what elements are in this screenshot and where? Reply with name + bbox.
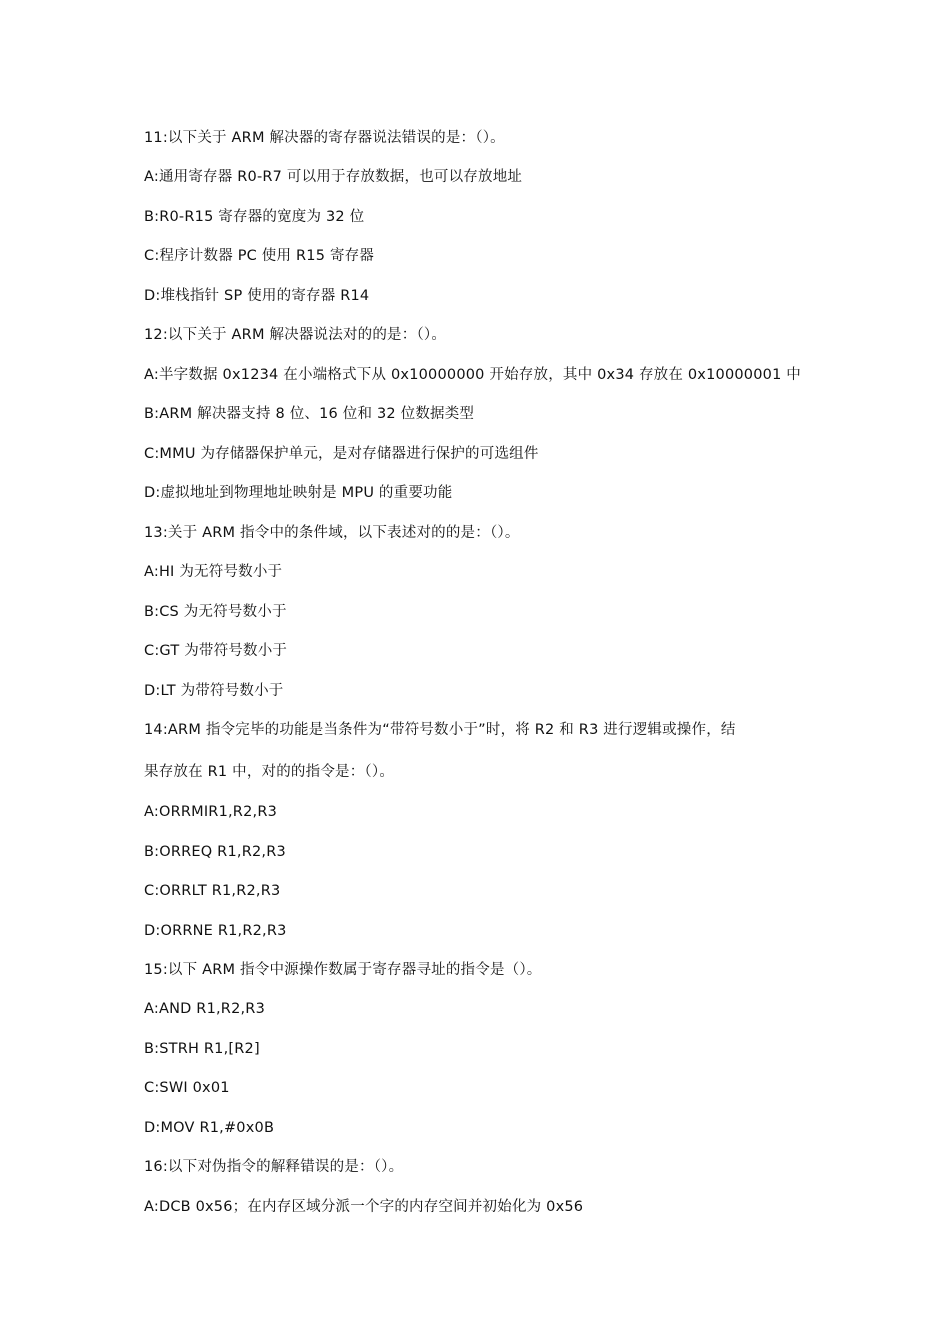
question-11: 11:以下关于 ARM 解决器的寄存器说法错误的是：（）。: [144, 130, 505, 146]
option-11-a: A:通用寄存器 R0-R7 可以用于存放数据，也可以存放地址: [144, 169, 523, 185]
option-14-c: C:ORRLT R1,R2,R3: [144, 883, 281, 899]
option-12-a: A:半字数据 0x1234 在小端格式下从 0x10000000 开始存放，其中 0x34 存放在 0x10000001 中: [144, 367, 802, 383]
option-12-c: C:MMU 为存储器保护单元，是对存储器进行保护的可选组件: [144, 446, 539, 462]
question-12: 12:以下关于 ARM 解决器说法对的的是：（）。: [144, 327, 447, 343]
option-16-a: A:DCB 0x56；在内存区域分派一个字的内存空间并初始化为 0x56: [144, 1199, 584, 1215]
option-15-c: C:SWI 0x01: [144, 1080, 230, 1096]
question-13: 13:关于 ARM 指令中的条件域，以下表述对的的是：（）。: [144, 525, 520, 541]
option-11-c: C:程序计数器 PC 使用 R15 寄存器: [144, 248, 375, 264]
option-15-d: D:MOV R1,#0x0B: [144, 1120, 275, 1136]
option-14-d: D:ORRNE R1,R2,R3: [144, 923, 287, 939]
option-15-a: A:AND R1,R2,R3: [144, 1001, 266, 1017]
question-15: 15:以下 ARM 指令中源操作数属于寄存器寻址的指令是（）。: [144, 962, 542, 978]
option-13-d: D:LT 为带符号数小于: [144, 683, 284, 699]
option-11-b: B:R0-R15 寄存器的宽度为 32 位: [144, 209, 365, 225]
option-12-b: B:ARM 解决器支持 8 位、16 位和 32 位数据类型: [144, 406, 475, 422]
option-14-a: A:ORRMIR1,R2,R3: [144, 804, 278, 820]
option-13-b: B:CS 为无符号数小于: [144, 604, 287, 620]
option-12-d: D:虚拟地址到物理地址映射是 MPU 的重要功能: [144, 485, 453, 501]
option-14-b: B:ORREQ R1,R2,R3: [144, 844, 286, 860]
option-15-b: B:STRH R1,[R2]: [144, 1041, 260, 1057]
question-14-line-1: 14:ARM 指令完毕的功能是当条件为“带符号数小于”时，将 R2 和 R3 进行逻辑或操作，结: [144, 722, 736, 738]
option-11-d: D:堆栈指针 SP 使用的寄存器 R14: [144, 288, 370, 304]
question-14-line-2: 果存放在 R1 中，对的的指令是：（）。: [144, 764, 395, 780]
option-13-a: A:HI 为无符号数小于: [144, 564, 283, 580]
option-13-c: C:GT 为带符号数小于: [144, 643, 288, 659]
question-16: 16:以下对伪指令的解释错误的是：（）。: [144, 1159, 404, 1175]
